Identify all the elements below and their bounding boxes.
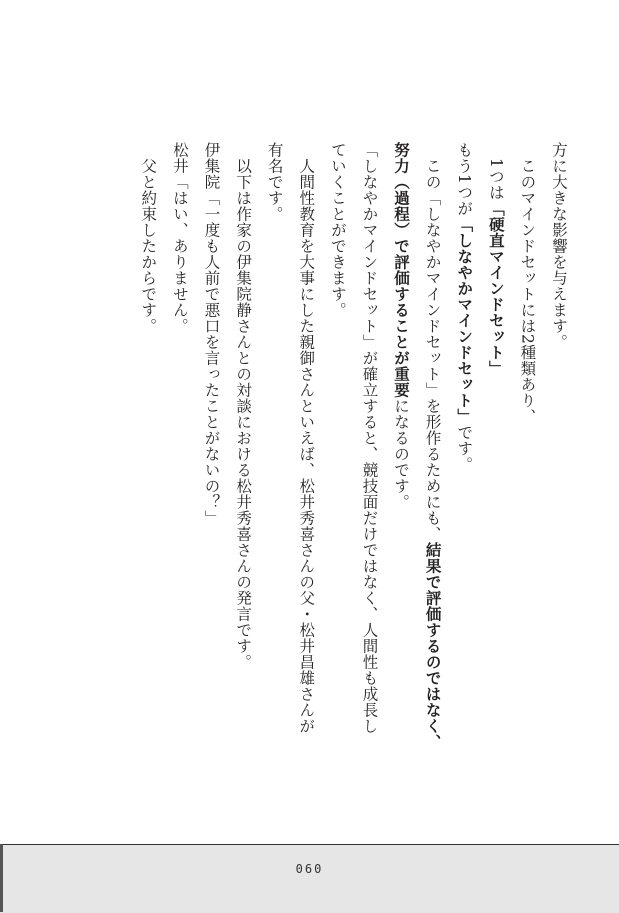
- emphasis-text: 結果で評価するのではなく、: [423, 541, 442, 750]
- text-line: [479, 142, 511, 822]
- text-line: [384, 142, 416, 822]
- dialogue-line: 伊集院「一度も人前で悪口を言ったことがないの？」: [202, 142, 221, 526]
- text-segment: です。: [455, 424, 474, 473]
- page-footer: [0, 844, 619, 913]
- emphasis-text: 努力（過程）で評価することが重要: [392, 142, 411, 398]
- text-line: 以下は作家の伊集院静さんとの対談における松井秀喜さんの発言です。: [234, 157, 253, 670]
- text-line: [448, 142, 480, 822]
- text-line: 「しなやかマインドセット」が確立すると、競技面だけではなく、人間性も成長し: [360, 142, 379, 734]
- vertical-body-text: [74, 142, 574, 822]
- page-number: 060: [295, 862, 324, 876]
- text-line: このマインドセットには2種類あり、: [518, 157, 537, 424]
- dialogue-line: 松井「はい、ありません。: [170, 142, 189, 334]
- text-segment: この「しなやかマインドセット」を形作るためにも、: [423, 157, 442, 542]
- text-line: [416, 142, 448, 822]
- emphasis-text: 「硬直マインドセット」: [486, 199, 505, 376]
- text-line: 人間性教育を大事にした親御さんといえば、松井秀喜さんの父・松井昌雄さんが: [297, 157, 316, 734]
- text-line: 方に大きな影響を与えます。: [550, 142, 568, 350]
- text-segment: になるのです。: [392, 398, 411, 510]
- text-segment: 1つは: [486, 157, 505, 200]
- emphasis-text: 「しなやかマインドセット」: [455, 216, 474, 425]
- text-line: 有名です。: [265, 142, 284, 222]
- dialogue-line: 父と約束したからです。: [139, 157, 158, 334]
- footer-edge-mark: [0, 844, 3, 912]
- text-segment: もう1つが: [455, 142, 474, 217]
- text-line: ていくことができます。: [328, 142, 347, 318]
